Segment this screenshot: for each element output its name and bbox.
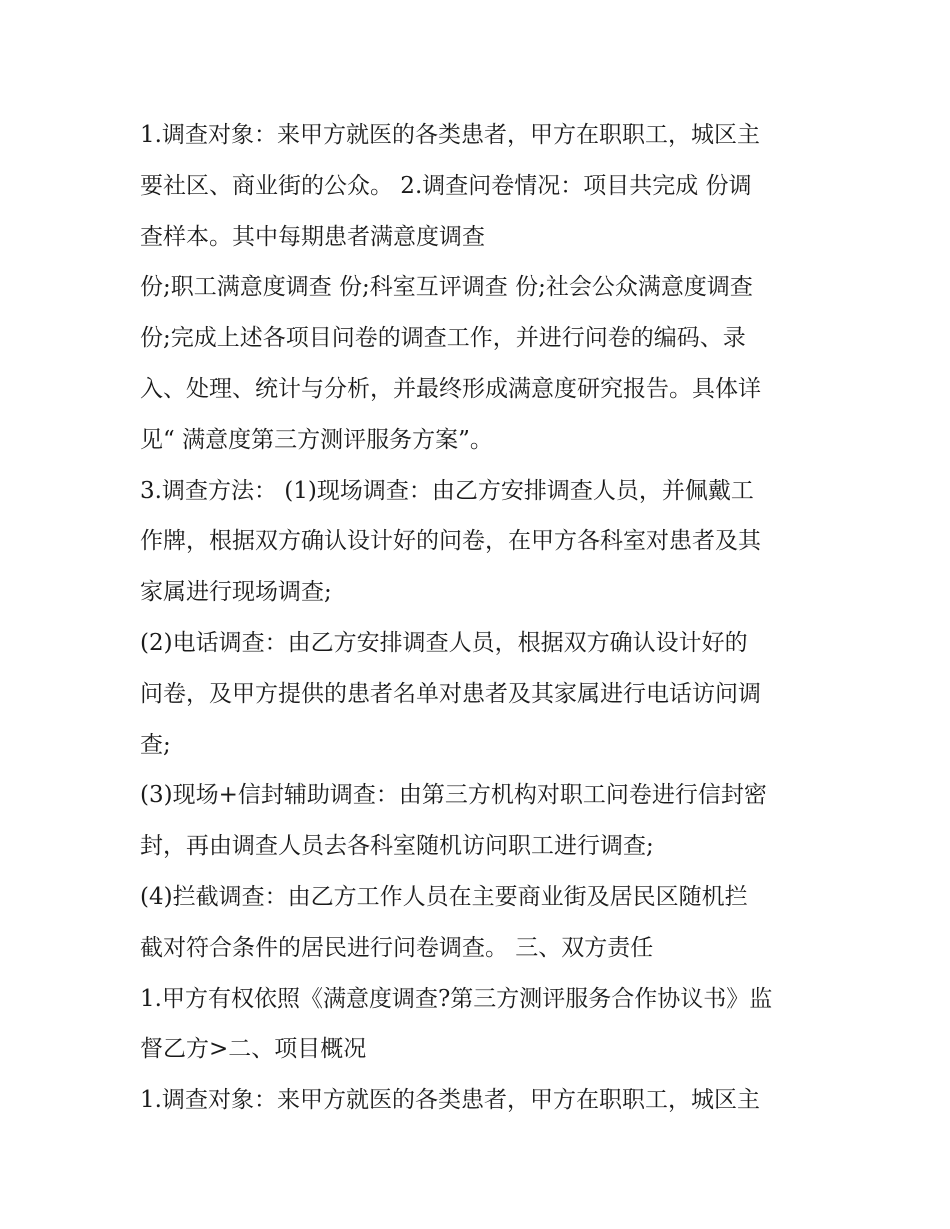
text-line: 作牌，根据双方确认设计好的问卷，在甲方各科室对患者及其 — [140, 528, 761, 555]
text-line: 份;职工满意度调查 份;科室互评调查 份;社会公众满意度调查 — [140, 274, 753, 301]
text-line: 1.甲方有权依照《满意度调查?第三方测评服务合作协议书》监 — [140, 985, 773, 1012]
text-line: (2)电话调查：由乙方安排调查人员，根据双方确认设计好的 — [140, 629, 748, 656]
text-line: 见“ 满意度第三方测评服务方案”。 — [140, 426, 493, 453]
text-line: 问卷，及甲方提供的患者名单对患者及其家属进行电话访问调 — [140, 680, 761, 707]
text-line: 3.调查方法： (1)现场调查：由乙方安排调查人员，并佩戴工 — [140, 477, 754, 504]
text-line: 1.调查对象：来甲方就医的各类患者，甲方在职职工，城区主 — [140, 122, 760, 148]
text-line: (4)拦截调查：由乙方工作人员在主要商业街及居民区随机拦 — [140, 883, 748, 910]
text-line: 家属进行现场调查; — [140, 579, 332, 606]
text-line: 督乙方>二、项目概况 — [140, 1036, 367, 1063]
text-line: 查; — [140, 731, 171, 758]
text-line: 1.调查对象：来甲方就医的各类患者，甲方在职职工，城区主 — [140, 1087, 760, 1114]
text-line: 入、处理、统计与分析，并最终形成满意度研究报告。具体详 — [140, 375, 761, 402]
document-body — [140, 110, 820, 1126]
text-line: 封，再由调查人员去各科室随机访问职工进行调查; — [140, 833, 654, 860]
text-line: 份;完成上述各项目问卷的调查工作，并进行问卷的编码、录 — [140, 325, 746, 352]
text-line: 查样本。其中每期患者满意度调查 — [140, 223, 485, 250]
text-line: 要社区、商业街的公众。 2.调查问卷情况：项目共完成 份调 — [140, 172, 752, 199]
text-line: (3)现场+信封辅助调查：由第三方机构对职工问卷进行信封密 — [140, 782, 767, 809]
text-line: 截对符合条件的居民进行问卷调查。 三、双方责任 — [140, 934, 654, 961]
